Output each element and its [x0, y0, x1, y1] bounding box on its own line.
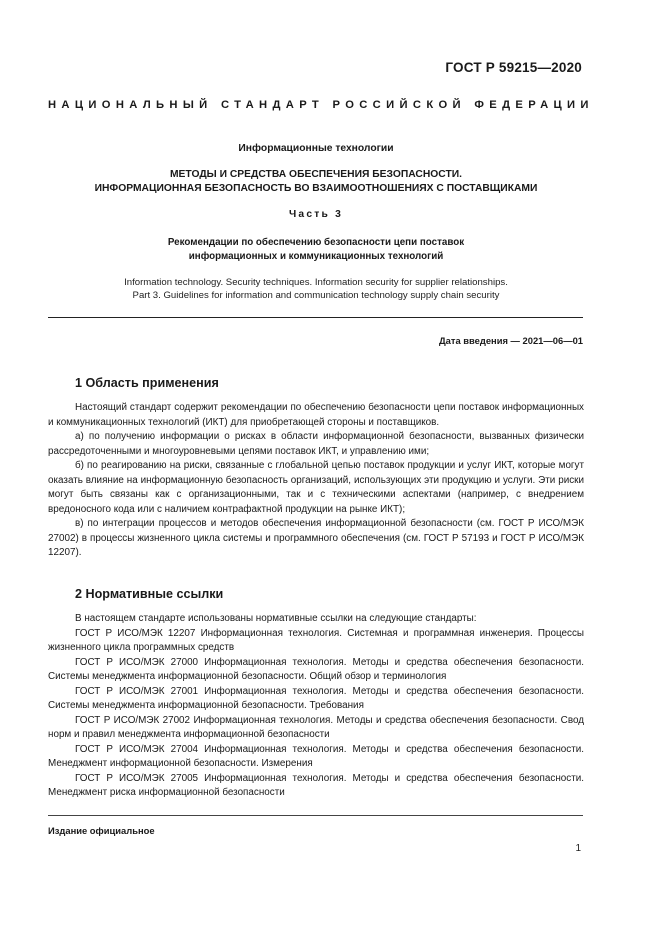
- subtitle-line: информационных и коммуникационных технологий: [188, 250, 444, 262]
- reference-item: ГОСТ Р ИСО/МЭК 27001 Информационная технология. Методы и средства обеспечения безопасности. Системы менеджмента информационной безопасности. Требования: [48, 685, 584, 711]
- reference-item: ГОСТ Р ИСО/МЭК 27005 Информационная технология. Методы и средства обеспечения безопасности. Менеджмент риска информационной безопасности: [48, 772, 584, 798]
- paragraph: Настоящий стандарт содержит рекомендации по обеспечению безопасности цепи поставок информационных и коммуникационных технологий (ИКТ) для приобретающей стороны и поставщиков.: [48, 402, 584, 428]
- section-2-heading: 2 Нормативные ссылки: [75, 587, 224, 601]
- part-label: Часть 3: [288, 209, 344, 220]
- reference-item: ГОСТ Р ИСО/МЭК 27002 Информационная технология. Методы и средства обеспечения безопасности. Свод норм и правил менеджмента информационной безопасности: [48, 714, 584, 740]
- reference-item: ГОСТ Р ИСО/МЭК 12207 Информационная технология. Системная и программная инженерия. Процессы жизненного цикла программных средств: [48, 627, 584, 653]
- main-title-line: ИНФОРМАЦИОННАЯ БЕЗОПАСНОСТЬ ВО ВЗАИМООТНОШЕНИЯХ С ПОСТАВЩИКАМИ: [94, 183, 538, 194]
- english-title-line: Information technology. Security techniques. Information security for supplier relationships.: [124, 277, 508, 288]
- reference-item: ГОСТ Р ИСО/МЭК 27000 Информационная технология. Методы и средства обеспечения безопасности. Системы менеджмента информационной безопасности. Общий обзор и терминология: [48, 656, 584, 682]
- edition-label: Издание официальное: [48, 825, 155, 836]
- topic-title: Информационные технологии: [238, 143, 394, 154]
- section-1-heading: 1 Область применения: [75, 376, 219, 390]
- introduction-date: Дата введения — 2021—06—01: [438, 335, 583, 346]
- subtitle: [48, 236, 584, 263]
- footer-divider: [48, 815, 583, 816]
- gost-number: ГОСТ Р 59215—2020: [445, 60, 582, 75]
- english-title-line: Part 3. Guidelines for information and communication technology supply chain security: [132, 290, 500, 301]
- main-title-line: МЕТОДЫ И СРЕДСТВА ОБЕСПЕЧЕНИЯ БЕЗОПАСНОСТИ.: [169, 169, 463, 180]
- section-2-body: [48, 612, 584, 801]
- national-standard-banner: НАЦИОНАЛЬНЫЙ СТАНДАРТ РОССИЙСКОЙ ФЕДЕРАЦИИ: [48, 99, 594, 111]
- paragraph: б) по реагированию на риски, связанные с глобальной цепью поставок продукции и услуг ИКТ, которые могут оказать влияние на информационную безопасность организаций, использующих эти продукцию и услуги. Эти риски могут быть связаны как с организационными, так и с техническими аспектами (например, с внедрением вредоносного кода или с наличием контрафактной продукции на рынке ИКТ);: [48, 460, 584, 515]
- section-1-body: [48, 401, 584, 561]
- paragraph: В настоящем стандарте использованы нормативные ссылки на следующие стандарты:: [75, 613, 477, 624]
- subtitle-line: Рекомендации по обеспечению безопасности цепи поставок: [167, 237, 465, 248]
- paragraph: в) по интеграции процессов и методов обеспечения информационной безопасности (см. ГОСТ Р ИСО/МЭК 27002) в процессы жизненного цикла системы и программного обеспечения (см. ГОСТ Р 57193 и ГОСТ Р ИСО/МЭК 12207).: [48, 518, 584, 558]
- paragraph: а) по получению информации о рисках в области информационной безопасности, вызванных физически рассредоточенными и многоуровневыми цепями поставок ИКТ, и управлению ими;: [48, 431, 584, 457]
- page-number: 1: [575, 843, 581, 854]
- header-divider: [48, 317, 583, 318]
- english-title: [48, 276, 584, 302]
- reference-item: ГОСТ Р ИСО/МЭК 27004 Информационная технология. Методы и средства обеспечения безопасности. Менеджмент информационной безопасности. Измерения: [48, 743, 584, 769]
- main-title: [48, 168, 584, 196]
